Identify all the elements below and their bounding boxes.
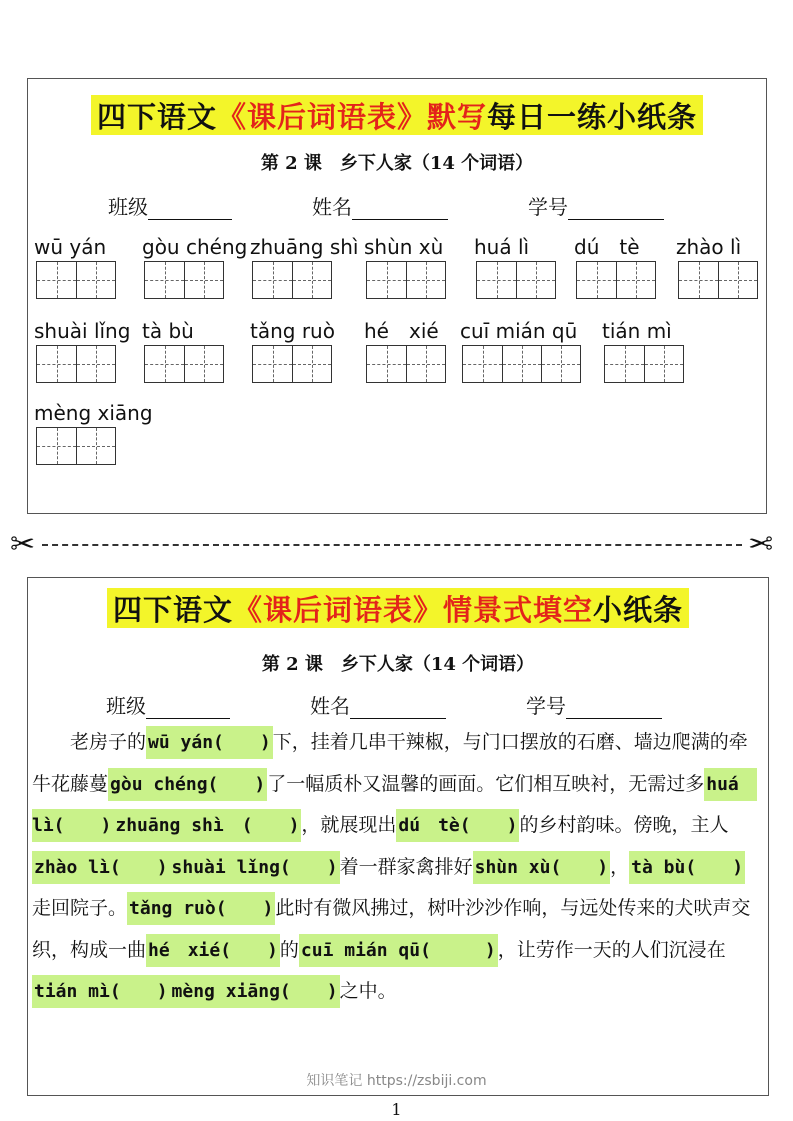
dictation-card — [27, 78, 767, 514]
id-blank[interactable] — [568, 199, 664, 220]
fill-blank[interactable]: zhuāng shì ( ) — [113, 809, 301, 842]
grid-cell[interactable] — [145, 262, 184, 298]
grid-cell[interactable] — [292, 346, 331, 382]
passage-segment: 之中。 — [339, 980, 397, 1002]
grid-cell[interactable] — [577, 262, 616, 298]
passage-segment: ，让劳作一天的人们沉浸在 — [497, 938, 726, 961]
cut-line — [42, 544, 742, 546]
word-pinyin: tián mì — [602, 319, 672, 343]
id-field — [526, 690, 662, 719]
word-pinyin: gòu chéng — [142, 235, 248, 259]
grid-cell[interactable] — [406, 346, 445, 382]
id-field — [528, 191, 664, 220]
word-pinyin: shuài lǐng — [34, 319, 131, 343]
writing-grid[interactable] — [366, 261, 446, 299]
word-pinyin: tà bù — [142, 319, 194, 343]
passage-segment: 了一幅质朴又温馨的画面。它们相互映衬，无需过多 — [267, 772, 705, 795]
writing-grid[interactable] — [476, 261, 556, 299]
fill-blank[interactable]: zhào lì( ) — [32, 851, 170, 884]
dictation-title — [28, 95, 766, 135]
word-pinyin: zhuāng shì — [250, 235, 359, 259]
grid-cell[interactable] — [616, 262, 655, 298]
title-suffix: 小纸条 — [593, 593, 684, 627]
grid-cell[interactable] — [76, 346, 115, 382]
fill-in-title — [28, 588, 768, 628]
grid-cell[interactable] — [718, 262, 757, 298]
word-pinyin: tǎng ruò — [250, 319, 335, 343]
passage-text — [32, 722, 762, 1013]
fill-blank[interactable]: tà bù( ) — [629, 851, 745, 884]
grid-cell[interactable] — [37, 428, 76, 464]
writing-grid[interactable] — [144, 345, 224, 383]
class-label: 班级 — [106, 694, 146, 718]
word-pinyin: dú tè — [574, 235, 640, 259]
writing-grid[interactable] — [366, 345, 446, 383]
grid-cell[interactable] — [644, 346, 683, 382]
name-field — [310, 690, 446, 719]
grid-cell[interactable] — [76, 262, 115, 298]
name-label: 姓名 — [312, 195, 352, 219]
passage-segment: 的 — [279, 938, 299, 961]
fill-blank[interactable]: tǎng ruò( ) — [127, 892, 275, 925]
title-red: 《课后词语表》情景式填空 — [232, 593, 593, 627]
scissors-icon: ✂ — [748, 527, 774, 562]
fill-blank[interactable]: shuài lǐng( ) — [170, 851, 340, 884]
writing-grid[interactable] — [252, 261, 332, 299]
title-prefix: 四下语文 — [96, 100, 217, 134]
writing-grid[interactable] — [36, 427, 116, 465]
fill-blank[interactable]: dú tè( ) — [396, 809, 519, 842]
class-blank[interactable] — [148, 199, 232, 220]
grid-cell[interactable] — [292, 262, 331, 298]
name-field — [312, 191, 448, 220]
grid-cell[interactable] — [367, 262, 406, 298]
grid-cell[interactable] — [463, 346, 502, 382]
fill-blank[interactable]: cuī mián qū( ) — [299, 934, 498, 967]
grid-cell[interactable] — [184, 262, 223, 298]
scissors-icon: ✂ — [10, 527, 36, 562]
class-field — [108, 191, 232, 220]
name-label: 姓名 — [310, 694, 350, 718]
class-field — [106, 690, 230, 719]
word-pinyin: wū yán — [34, 235, 107, 259]
writing-grid[interactable] — [678, 261, 758, 299]
title-suffix: 每日一练小纸条 — [487, 100, 698, 134]
grid-cell[interactable] — [37, 262, 76, 298]
fill-blank[interactable]: wū yán( ) — [146, 726, 273, 759]
passage-segment: ， — [610, 855, 630, 878]
passage-segment: 老房子的 — [32, 731, 147, 753]
word-pinyin: shùn xù — [364, 235, 444, 259]
title-prefix: 四下语文 — [112, 593, 233, 627]
class-label: 班级 — [108, 195, 148, 219]
writing-grid[interactable] — [36, 261, 116, 299]
name-blank[interactable] — [352, 199, 448, 220]
fill-blank[interactable]: huá lì( ) — [32, 768, 757, 843]
grid-cell[interactable] — [679, 262, 718, 298]
grid-cell[interactable] — [516, 262, 555, 298]
word-pinyin: cuī mián qū — [460, 319, 578, 343]
id-label: 学号 — [526, 694, 566, 718]
grid-cell[interactable] — [37, 346, 76, 382]
word-pinyin: mèng xiāng — [34, 401, 153, 425]
writing-grid[interactable] — [252, 345, 332, 383]
grid-cell[interactable] — [477, 262, 516, 298]
grid-cell[interactable] — [541, 346, 580, 382]
fill-blank[interactable]: hé xié( ) — [146, 934, 280, 967]
writing-grid[interactable] — [604, 345, 684, 383]
fill-blank[interactable]: tián mì( ) — [32, 975, 170, 1008]
grid-cell[interactable] — [605, 346, 644, 382]
passage-segment: ，就展现出 — [301, 814, 397, 836]
grid-cell[interactable] — [367, 346, 406, 382]
passage-segment: 的乡村韵味。傍晚，主人 — [519, 814, 729, 836]
grid-cell[interactable] — [406, 262, 445, 298]
grid-cell[interactable] — [253, 262, 292, 298]
fill-blank[interactable]: mèng xiāng( ) — [170, 975, 340, 1008]
writing-grid[interactable] — [36, 345, 116, 383]
footer-watermark: 知识笔记 https://zsbiji.com — [306, 1073, 487, 1089]
passage-segment: 着一群家禽排好 — [339, 855, 473, 878]
passage-segment: 下，挂着几串干辣椒，与门口摆放的石磨、墙边爬满的牵牛花藤蔓 — [32, 731, 748, 795]
passage-segment: 此时有微风拂过，树叶沙沙作响，与远处传来的犬吠声交织，构成一曲 — [32, 897, 751, 961]
fill-blank[interactable]: gòu chéng( ) — [108, 768, 267, 801]
page-number: 1 — [391, 1100, 402, 1119]
writing-grid[interactable] — [144, 261, 224, 299]
name-blank[interactable] — [350, 698, 446, 719]
grid-cell[interactable] — [76, 428, 115, 464]
fill-blank[interactable]: shùn xù( ) — [473, 851, 611, 884]
writing-grid[interactable] — [462, 345, 581, 383]
class-blank[interactable] — [146, 698, 230, 719]
word-pinyin: zhào lì — [676, 235, 742, 259]
grid-cell[interactable] — [502, 346, 541, 382]
grid-cell[interactable] — [184, 346, 223, 382]
grid-cell[interactable] — [253, 346, 292, 382]
lesson-subtitle: 第 2 课 乡下人家（14 个词语） — [260, 153, 534, 174]
writing-grid[interactable] — [576, 261, 656, 299]
title-red: 《课后词语表》默写 — [216, 100, 487, 134]
lesson-subtitle: 第 2 课 乡下人家（14 个词语） — [261, 654, 535, 675]
passage-segment: 走回院子。 — [32, 897, 128, 919]
id-label: 学号 — [528, 195, 568, 219]
grid-cell[interactable] — [145, 346, 184, 382]
id-blank[interactable] — [566, 698, 662, 719]
word-pinyin: huá lì — [474, 235, 530, 259]
word-pinyin: hé xié — [364, 319, 439, 343]
